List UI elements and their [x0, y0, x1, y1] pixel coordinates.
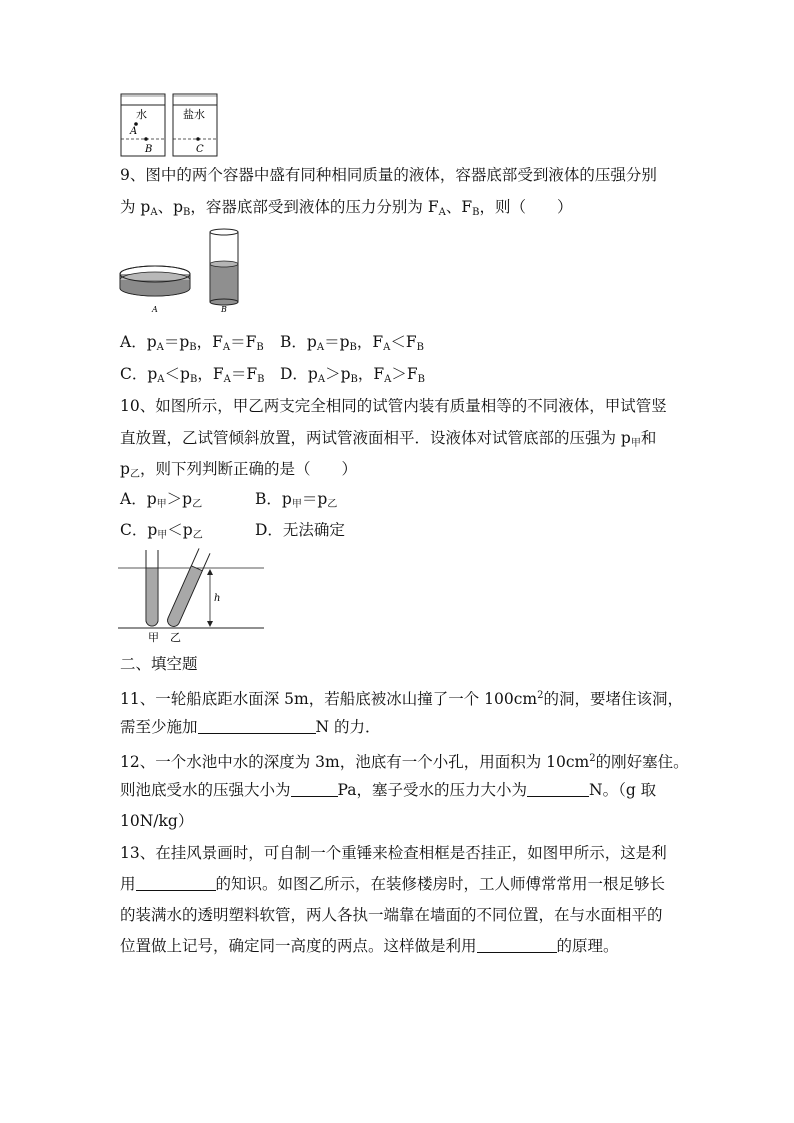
q9-t: ＜p	[164, 365, 190, 383]
q9-option-a[interactable]	[120, 332, 280, 358]
q12-t: N。（g 取	[589, 781, 657, 799]
q9-t: A．p	[120, 333, 157, 351]
q10-t: 和	[640, 429, 657, 447]
q9-option-d[interactable]	[280, 365, 425, 383]
q9-sub: A	[156, 342, 164, 353]
q12-pressure-blank[interactable]	[291, 781, 338, 797]
q10-t: B．p	[255, 490, 292, 508]
q9-option-c[interactable]	[120, 364, 280, 390]
q9-option-b[interactable]	[280, 333, 424, 351]
q10-sub: 乙	[129, 469, 140, 480]
q12-line1	[120, 749, 689, 772]
q9-sub: B	[417, 374, 426, 385]
q10-options-row1	[120, 489, 337, 515]
q9-sub: B	[350, 374, 358, 385]
q10-sub: 甲	[156, 499, 167, 510]
q9-sub: B	[183, 207, 191, 218]
q10-sub: 乙	[192, 499, 203, 510]
q9-t: ＜F	[390, 333, 417, 351]
q9-t: 为 p	[120, 198, 151, 216]
q10-sub: 甲	[291, 499, 302, 510]
q9-t: B．p	[280, 333, 317, 351]
q13-t: 的装满水的透明塑料软管，两人各执一端靠在墙面的不同位置，在与水面相平的	[120, 906, 663, 924]
q9-sub: B	[472, 207, 480, 218]
q13-line4	[120, 936, 619, 956]
q9-sub: B	[189, 342, 197, 353]
q11-answer-blank[interactable]	[198, 718, 316, 734]
q13-t: 的知识。如图乙所示，在装修楼房时，工人师傅常常用一根足够长	[215, 875, 666, 893]
q8-point-b-label: B	[145, 144, 153, 155]
q12-t: 10N/kg）	[120, 812, 194, 830]
q9-sub: A	[150, 207, 158, 218]
q10-fig-h-label: h	[214, 593, 221, 604]
q12-t: Pa，塞子受水的压力大小为	[337, 781, 527, 799]
q10-t: ＜p	[167, 521, 193, 539]
q9-sub: A	[316, 342, 325, 353]
q9-fig-label-b: B	[221, 305, 227, 314]
q10-text-1: 10、如图所示，甲乙两支完全相同的试管内装有质量相等的不同液体，甲试管竖	[120, 397, 667, 415]
q10-option-c[interactable]	[120, 520, 255, 546]
q10-t: ，则下列判断正确的是（ ）	[139, 460, 357, 478]
q10-t: C．p	[120, 521, 158, 539]
q8-point-b	[144, 137, 148, 141]
q9-sub: B	[189, 374, 198, 385]
q9-sub: A	[223, 374, 231, 385]
q9-text-1: 9、图中的两个容器中盛有同种相同质量的液体，容器底部受到液体的压强分别	[120, 166, 657, 184]
q8-point-c	[196, 137, 200, 141]
q12-t: 则池底受水的压强大小为	[120, 781, 291, 799]
q11-t: N 的力．	[315, 718, 381, 736]
q9-t: ，F	[196, 333, 223, 351]
q8-water-label: 水	[136, 108, 147, 121]
q9-t: D．p	[280, 365, 318, 383]
q10-line1	[120, 396, 667, 416]
q13-t: 位置做上记号，确定同一高度的两点。这样做是利用	[120, 937, 477, 955]
q11-sup: 2	[537, 690, 544, 701]
q9-options-row1	[120, 332, 424, 358]
q13-line3	[120, 905, 663, 925]
q12-sup: 2	[589, 753, 596, 764]
q9-sub: A	[384, 374, 392, 385]
q10-text-2: 直放置，乙试管倾斜放置，两试管液面相平．设液体对试管底部的压强为 p	[120, 429, 631, 447]
q10-sub: 甲	[630, 438, 641, 449]
q10-sub: 乙	[327, 499, 338, 510]
section-2-text: 二、填空题	[120, 655, 198, 673]
q8-salt-water-label: 盐水	[183, 108, 205, 121]
q12-force-blank[interactable]	[527, 781, 589, 797]
q10-figure	[118, 548, 268, 644]
q10-fig-yi-label: 乙	[170, 631, 181, 644]
q10-t: ＞p	[166, 490, 193, 508]
q9-t: ＝F	[230, 365, 258, 383]
q9-t: ，容器底部受到液体的压力分别为 F	[190, 198, 439, 216]
q9-t: C．p	[120, 365, 158, 383]
q10-fig-jia-label: 甲	[148, 631, 159, 644]
q9-t: ，F	[197, 365, 224, 383]
q9-sub: B	[349, 342, 357, 353]
q8-figure	[118, 94, 218, 158]
q9-t: ＝p	[163, 333, 190, 351]
q10-option-d[interactable]: D．无法确定	[255, 521, 345, 539]
q9-sub: A	[317, 374, 326, 385]
q9-t: ＞F	[391, 365, 418, 383]
q9-fig-label-a: A	[152, 305, 158, 314]
q9-sub: A	[222, 342, 231, 353]
q9-t: ＞p	[325, 365, 351, 383]
q9-t: 、F	[445, 198, 473, 216]
q9-t: ，F	[357, 365, 385, 383]
q9-sub: A	[383, 342, 391, 353]
q13-blank-1[interactable]	[136, 875, 216, 891]
q8-point-c-label: C	[196, 144, 204, 155]
q10-line2	[120, 428, 656, 454]
q10-t: ＝p	[301, 490, 328, 508]
q11-line1	[120, 686, 683, 709]
q10-sub: 乙	[192, 530, 203, 541]
q10-t: p	[120, 460, 130, 478]
q9-line2	[120, 197, 572, 223]
section-fill-in-title	[120, 654, 198, 674]
q9-figure	[118, 228, 248, 316]
q9-sub: B	[256, 342, 264, 353]
q10-option-a[interactable]	[120, 489, 255, 515]
q11-line2	[120, 717, 381, 737]
q12-t: 的刚好塞住。	[595, 753, 689, 771]
q9-sub: A	[157, 374, 165, 385]
q13-t: 用	[120, 875, 136, 893]
q10-t: A．p	[120, 490, 157, 508]
q9-sub: A	[438, 207, 446, 218]
q13-t: 13、在挂风景画时，可自制一个重锤来检查相框是否挂正，如图甲所示，这是利	[120, 844, 667, 862]
q13-line2	[120, 874, 665, 894]
q9-sub: B	[257, 374, 265, 385]
q9-t: ＝F	[230, 333, 257, 351]
q10-line3	[120, 459, 357, 485]
q13-blank-2[interactable]	[477, 937, 557, 953]
q9-t: ，F	[356, 333, 384, 351]
q9-t: ＝p	[324, 333, 350, 351]
q12-t: 12、一个水池中水的深度为 3m，池底有一个小孔，用面积为 10cm	[120, 753, 590, 771]
q11-t: 需至少施加	[120, 718, 198, 736]
q11-t: 11、一轮船底距水面深 5m，若船底被冰山撞了一个 100cm	[120, 690, 538, 708]
q13-t: 的原理。	[556, 937, 619, 955]
q10-options-row2	[120, 520, 345, 546]
q10-sub: 甲	[157, 530, 168, 541]
q12-line3	[120, 811, 193, 831]
q9-t: 、p	[157, 198, 184, 216]
q8-point-a-label: A	[130, 126, 138, 137]
q10-option-b[interactable]	[255, 490, 337, 508]
q13-line1	[120, 843, 667, 863]
q11-t: 的洞，要堵住该洞，	[543, 690, 683, 708]
q9-sub: B	[416, 342, 424, 353]
q9-t: ，则（ ）	[479, 198, 573, 216]
q9-line1	[120, 165, 657, 185]
q9-options-row2	[120, 364, 425, 390]
q12-line2	[120, 780, 656, 800]
